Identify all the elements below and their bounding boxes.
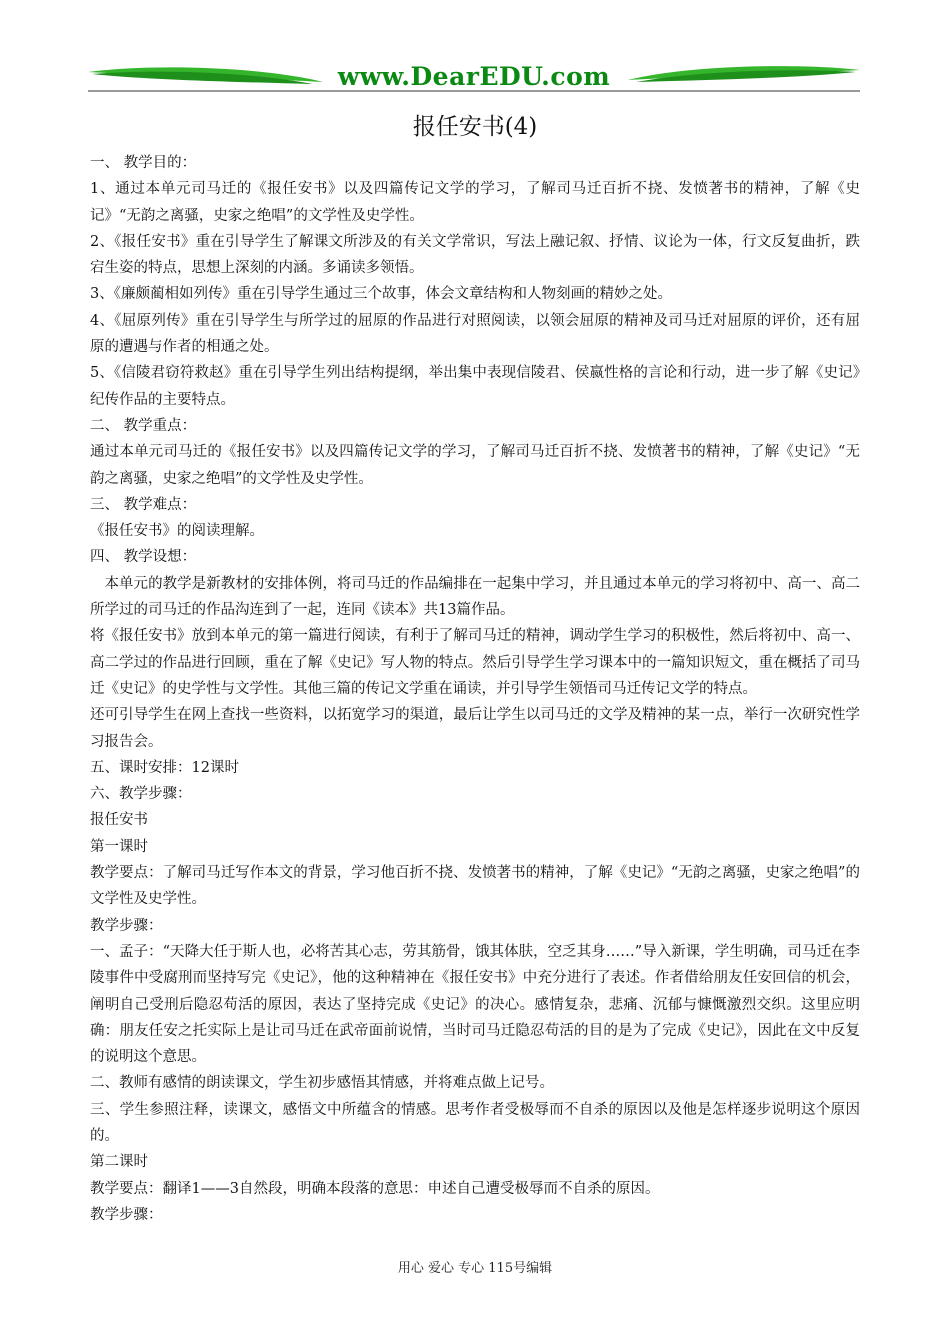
paragraph: 还可引导学生在网上查找一些资料，以拓宽学习的渠道，最后让学生以司马迁的文学及精神的某一点，举行一次研究性学习报告会。 bbox=[90, 707, 860, 750]
page-footer: 用心 爱心 专心 115号编辑 bbox=[397, 1261, 553, 1276]
paragraph: 教学步骤： bbox=[90, 917, 163, 934]
paragraph: 4、《屈原列传》重在引导学生与所学过的屈原的作品进行对照阅读，以领会屈原的精神及司马迁对屈原的评价，还有屈原的遭遇与作者的相通之处。 bbox=[90, 312, 860, 356]
paragraph: 3、《廉颇蔺相如列传》重在引导学生通过三个故事，体会文章结构和人物刻画的精妙之处。 bbox=[90, 286, 672, 303]
paragraph: 教学要点：翻译1——3自然段，明确本段落的意思：申述自己遭受极辱而不自杀的原因。 bbox=[90, 1180, 660, 1197]
paragraph: 1、通过本单元司马迁的《报任安书》以及四篇传记文学的学习，了解司马迁百折不挠、发愤著书的精神，了解《史记》“无韵之离骚，史家之绝唱”的文学性及史学性。 bbox=[90, 181, 860, 224]
paragraph: 2、《报任安书》重在引导学生了解课文所涉及的有关文学常识，写法上融记叙、抒情、议论为一体，行文反复曲折，跌宕生姿的特点，思想上深刻的内涵。多诵读多领悟。 bbox=[90, 233, 860, 277]
site-url: www.DearEDU.com bbox=[337, 62, 611, 91]
page-title: 报任安书(4) bbox=[412, 114, 538, 140]
paragraph: 五、课时安排：12课时 bbox=[90, 759, 239, 776]
paragraph: 将《报任安书》放到本单元的第一篇进行阅读，有利于了解司马迁的精神，调动学生学习的积极性，然后将初中、高一、高二学过的作品进行回顾，重在了解《史记》写人物的特点。然后引导学生学习课本中的一篇知识短文，重在概括了司马迁《史记》的史学性与文学性。其他三篇的传记文学重在诵读，并引导学生领悟司马迁传记文学的特点。 bbox=[90, 628, 860, 697]
paragraph: 第一课时 bbox=[90, 838, 148, 855]
paragraph: 一、孟子：“天降大任于斯人也，必将苦其心志，劳其筋骨，饿其体肤，空乏其身……”导入新课，学生明确，司马迁在李陵事件中受腐刑而坚持写完《史记》，他的这种精神在《报任安书》中充分进行了表述。作者借给朋友任安回信的机会，阐明自己受刑后隐忍苟活的原因，表达了坚持完成《史记》的决心。感情复杂，悲痛、沉郁与慷慨激烈交织。这里应明确：朋友任安之托实际上是让司马迁在武帝面前说情，当时司马迁隐忍苟活的目的是为了完成《史记》，因此在文中反复的说明这个意思。 bbox=[90, 943, 860, 1066]
document-body bbox=[90, 150, 860, 1228]
paragraph: 本单元的教学是新教材的安排体例，将司马迁的作品编排在一起集中学习，并且通过本单元的学习将初中、高一、高二所学过的司马迁的作品沟连到了一起，连同《读本》共13篇作品。 bbox=[90, 575, 860, 619]
paragraph: 第二课时 bbox=[90, 1154, 148, 1171]
paragraph: 三、 教学难点： bbox=[90, 496, 197, 513]
paragraph: 二、 教学重点： bbox=[90, 417, 197, 434]
paragraph: 教学步骤： bbox=[90, 1206, 163, 1223]
paragraph: 报任安书 bbox=[90, 812, 148, 829]
paragraph: 二、教师有感情的朗读课文，学生初步感悟其情感，并将难点做上记号。 bbox=[90, 1075, 554, 1092]
paragraph: 一、 教学目的： bbox=[90, 155, 197, 171]
site-banner bbox=[88, 60, 860, 94]
paragraph: 三、学生参照注释，读课文，感悟文中所蕴含的情感。思考作者受极辱而不自杀的原因以及他是怎样逐步说明这个原因的。 bbox=[90, 1101, 860, 1144]
paragraph: 教学要点：了解司马迁写作本文的背景，学习他百折不挠、发愤著书的精神，了解《史记》“无韵之离骚，史家之绝唱”的文学性及史学性。 bbox=[90, 865, 860, 908]
paragraph: 四、 教学设想： bbox=[90, 549, 197, 566]
paragraph: 《报任安书》的阅读理解。 bbox=[90, 523, 264, 540]
paragraph: 六、教学步骤： bbox=[90, 786, 192, 803]
paragraph: 5、《信陵君窃符救赵》重在引导学生列出结构提纲，举出集中表现信陵君、侯嬴性格的言论和行动，进一步了解《史记》纪传作品的主要特点。 bbox=[90, 365, 860, 408]
paragraph: 通过本单元司马迁的《报任安书》以及四篇传记文学的学习，了解司马迁百折不挠、发愤著书的精神，了解《史记》“无韵之离骚，史家之绝唱”的文学性及史学性。 bbox=[90, 444, 860, 487]
